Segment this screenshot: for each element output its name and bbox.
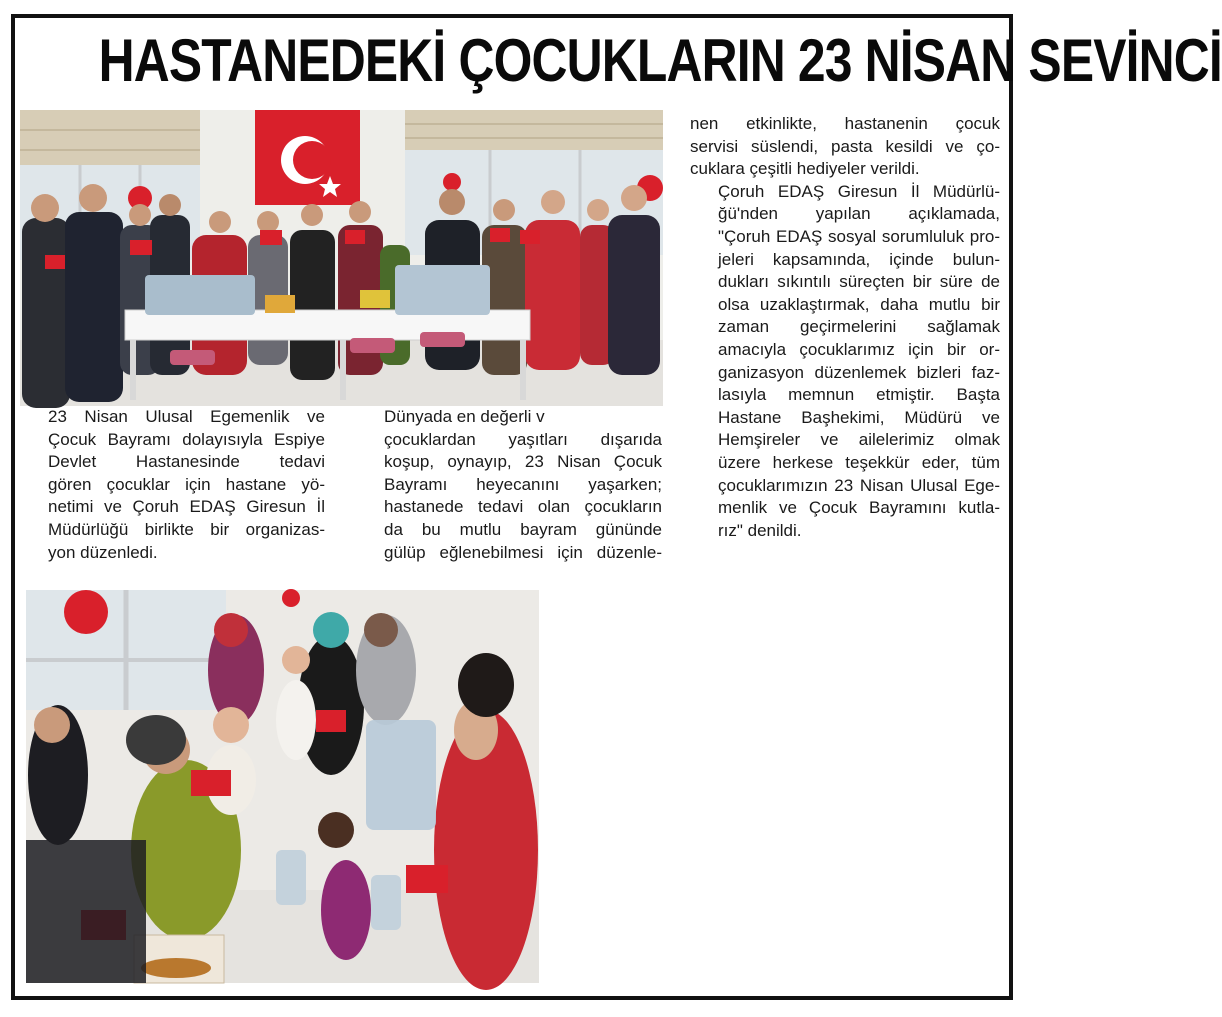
text-line: çocuklardan yaşıtları dışarıda (384, 429, 662, 449)
text-line: menlik ve Çocuk Bayramını kutla- (718, 498, 1000, 518)
text-line: cuklara çeşitli hediyeler verildi. (690, 159, 920, 179)
text-line: Devlet Hastanesinde tedavi (48, 452, 325, 472)
text-line: olsa uzaklaştırmak, daha mutlu bir (718, 294, 1000, 314)
text-line: lasıyla memnun etmiştir. Başta (718, 385, 1000, 405)
text-line: Dünyada en değerli v (384, 407, 545, 426)
text-line: da bu mutlu bayram gününde (384, 519, 662, 539)
article-column-left (20, 406, 325, 564)
article-column-right (690, 113, 1000, 542)
text-line: zaman geçirmelerini sağlamak (718, 317, 1000, 337)
article-column-middle (356, 406, 662, 564)
text-line: üzere herkese teşekkür eder, tüm (718, 452, 1000, 472)
text-line: dukları sıkıntılı süreçten bir süre de (718, 272, 1000, 292)
text-line: Hemşireler ve ailelerimiz olmak (718, 430, 1000, 450)
text-line: Müdürlüğü birlikte bir organizas- (48, 519, 325, 539)
text-line: çocuklarımızın 23 Nisan Ulusal Ege- (718, 475, 1000, 495)
text-line: gülüp eğlenebilmesi için düzenle- (384, 542, 662, 562)
text-line: amacıyla çocuklarımız için bir or- (718, 339, 1000, 359)
text-line: hastanede tedavi olan çocukların (384, 497, 662, 517)
text-line: gören çocuklar için hastane yö- (48, 474, 325, 494)
text-line: ganizasyon düzenlemek bizleri faz- (718, 362, 1000, 382)
text-line: jeleri kapsamında, içinde bulun- (718, 249, 1000, 269)
text-line: netimi ve Çoruh EDAŞ Giresun İl (48, 497, 325, 517)
text-line: servisi süslendi, pasta kesildi ve ço- (690, 136, 1000, 156)
text-line: nen etkinlikte, hastanenin çocuk (690, 114, 1000, 133)
text-line: Çocuk Bayramı dolayısıyla Espiye (48, 429, 325, 449)
text-line: koşup, oynayıp, 23 Nisan Çocuk (384, 452, 662, 472)
text-line: Çoruh EDAŞ Giresun İl Müdürlü- (718, 181, 1000, 201)
text-line: yon düzenledi. (48, 542, 158, 562)
gift-distribution-photo (26, 590, 539, 983)
text-line: 23 Nisan Ulusal Egemenlik ve (48, 407, 325, 426)
text-line: rız" denildi. (718, 520, 802, 540)
text-line: Hastane Başhekimi, Müdürü ve (718, 407, 1000, 427)
headline: HASTANEDEKİ ÇOCUKLARIN 23 NİSAN SEVİNCİ (98, 27, 1222, 94)
text-line: Bayramı heyecanını yaşarken; (384, 474, 662, 494)
text-line: "Çoruh EDAŞ sosyal sorumluluk pro- (718, 226, 1000, 246)
group-photo (20, 110, 663, 406)
text-line: ğü'nden yapılan açıklamada, (718, 204, 1000, 224)
